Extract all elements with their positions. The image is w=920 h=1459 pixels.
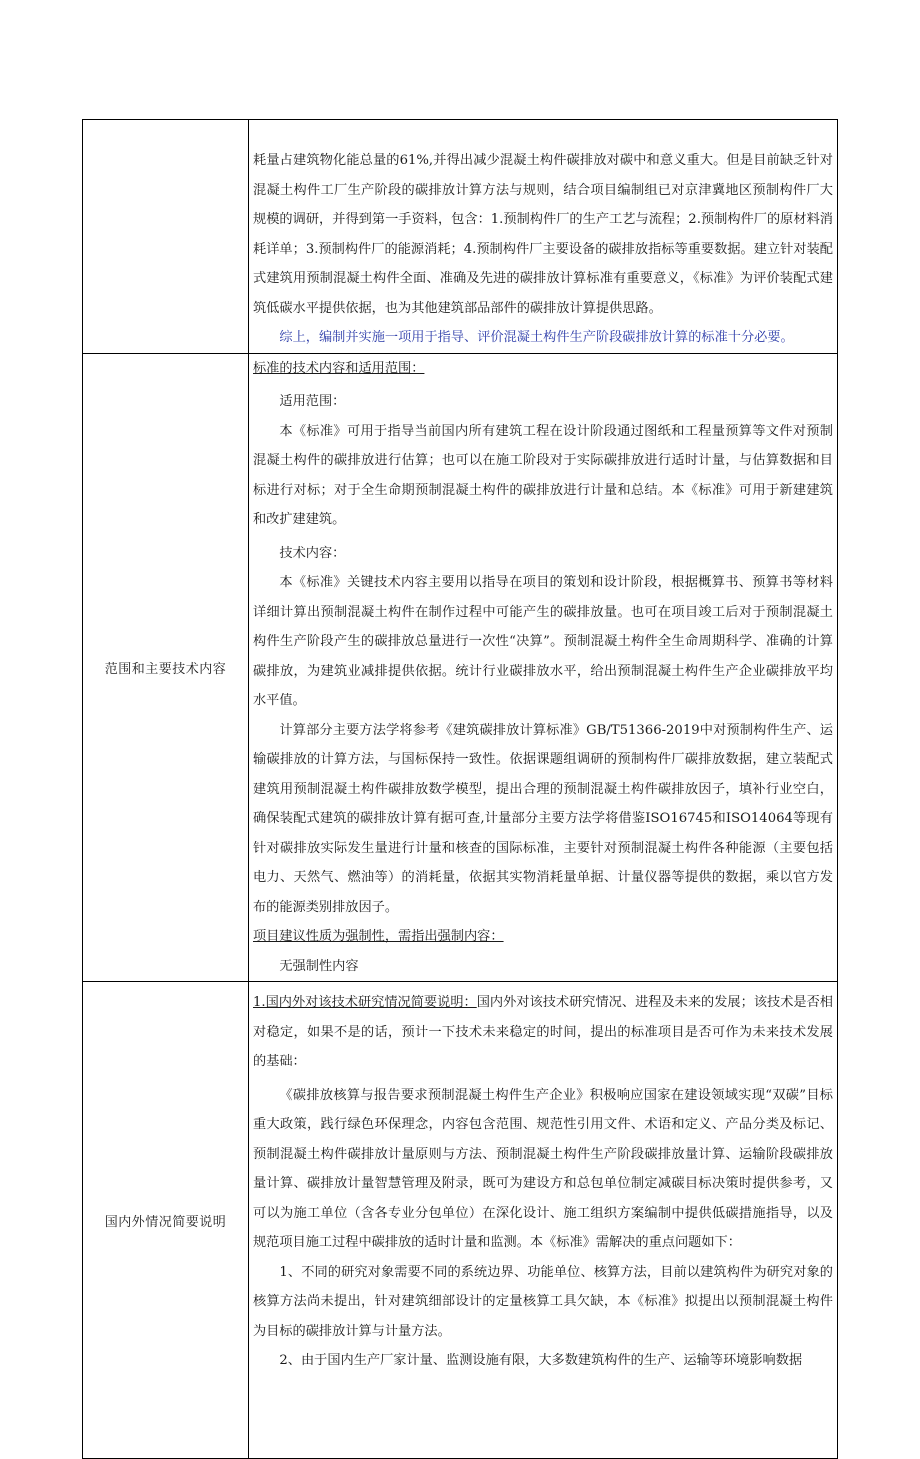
section-heading: 1.国内外对该技术研究情况简要说明： <box>253 995 477 1010</box>
mandatory-title: 项目建议性质为强制性，需指出强制内容： <box>253 929 504 944</box>
row-content <box>249 353 838 982</box>
row-label: 国内外情况简要说明 <box>83 982 249 1459</box>
tech-text: 本《标准》关键技术内容主要用以指导在项目的策划和设计阶段，根据概算书、预算书等材料详细计算出预制混凝土构件在制作过程中可能产生的碳排放量。也可在项目竣工后对于预制混凝土构件生产阶段产生的碳排放总量进行一次性“决算”。预制混凝土构件全生命周期科学、准确的计算碳排放，为建筑业减排提供依据。统计行业碳排放水平，给出预制混凝土构件生产企业碳排放平均水平值。 <box>253 575 833 708</box>
section-heading-rest: 国内外对该技术研究情况、进程及未来的发展；该技术是否相对稳定，如果不是的话，预计一下技术未来稳定的时间，提出的标准项目是否可作为未来技术发展的基础： <box>253 995 833 1069</box>
paragraph: 2、由于国内生产厂家计量、监测设施有限，大多数建筑构件的生产、运输等环境影响数据 <box>279 1353 803 1368</box>
table-row <box>83 120 838 354</box>
scope-text: 本《标准》可用于指导当前国内所有建筑工程在设计阶段通过图纸和工程量预算等文件对预制混凝土构件的碳排放进行估算；也可以在施工阶段对于实际碳排放进行适时计量，与估算数据和目标进行对标；对于全生命期预制混凝土构件的碳排放进行计量和总结。本《标准》可用于新建建筑和改扩建建筑。 <box>253 423 833 527</box>
tech-title: 技术内容： <box>279 545 346 561</box>
mandatory-text: 无强制性内容 <box>279 958 359 974</box>
table-row <box>83 982 838 1459</box>
paragraph: 耗量占建筑物化能总量的61%,并得出减少混凝土构件碳排放对碳中和意义重大。但是目前缺乏针对混凝土构件工厂生产阶段的碳排放计算方法与规则，结合项目编制组已对京津冀地区预制构件厂大规模的调研，并得到第一手资料，包含：1.预制构件厂的生产工艺与流程；2.预制构件厂的原材料消耗详单；3.预制构件厂的能源消耗；4.预制构件厂主要设备的碳排放指标等重要数据。建立针对装配式建筑用预制混凝土构件全面、准确及先进的碳排放计算标准有重要意义，《标准》为评价装配式建筑低碳水平提供依据，也为其他建筑部品部件的碳排放计算提供思路。 <box>253 153 833 316</box>
scope-title: 适用范围： <box>279 394 346 409</box>
paragraph: 1、不同的研究对象需要不同的系统边界、功能单位、核算方法，目前以建筑构件为研究对象的核算方法尚未提出，针对建筑细部设计的定量核算工具欠缺，本《标准》拟提出以预制混凝土构件为目标的碳排放计算与计量方法。 <box>253 1264 833 1339</box>
row-content <box>249 982 838 1459</box>
row-content <box>249 120 838 354</box>
paragraph: 《碳排放核算与报告要求预制混凝土构件生产企业》积极响应国家在建设领域实现“双碳”目标重大政策，践行绿色环保理念，内容包含范围、规范性引用文件、术语和定义、产品分类及标记、预制混凝土构件碳排放计量原则与方法、预制混凝土构件生产阶段碳排放量计算、运输阶段碳排放量计算、碳排放计量智慧管理及附录，既可为建设方和总包单位制定减碳目标决策时提供参考，又可以为施工单位（含各专业分包单位）在深化设计、施工组织方案编制中提供低碳措施指导，以及规范项目施工过程中碳排放的适时计量和监测。本《标准》需解决的重点问题如下： <box>253 1087 833 1250</box>
form-table <box>82 119 838 1459</box>
row-label: 范围和主要技术内容 <box>83 353 249 982</box>
tech-text: 计算部分主要方法学将参考《建筑碳排放计算标准》GB/T51366-2019中对预制构件生产、运输碳排放的计算方法，与国标保持一致性。依据课题组调研的预制构件厂碳排放数据，建立装配式建筑用预制混凝土构件碳排放数学模型，提出合理的预制混凝土构件碳排放因子，填补行业空白，确保装配式建筑的碳排放计算有据可查,计量部分主要方法学将借鉴ISO16745和ISO14064等现有针对碳排放实际发生量进行计量和核查的国际标准，主要针对预制混凝土构件各种能源（主要包括电力、天然气、燃油等）的消耗量，依据其实物消耗量单据、计量仪器等提供的数据，乘以官方发布的能源类别排放因子。 <box>253 722 833 915</box>
section-heading: 标准的技术内容和适用范围： <box>253 360 425 376</box>
table-row <box>83 353 838 982</box>
summary-paragraph: 综上，编制并实施一项用于指导、评价混凝土构件生产阶段碳排放计算的标准十分必要。 <box>279 330 794 345</box>
row-label <box>83 120 249 354</box>
